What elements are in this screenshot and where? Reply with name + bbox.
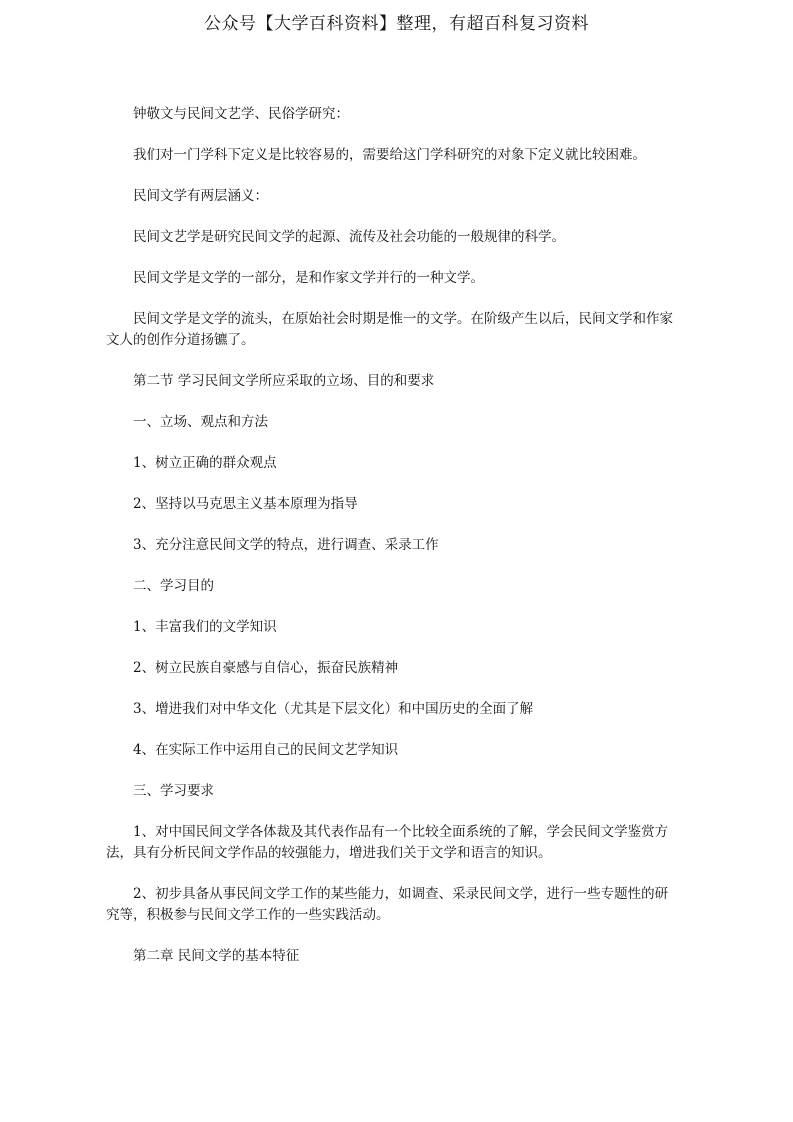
paragraph: 我们对一门学科下定义是比较容易的，需要给这门学科研究的对象下定义就比较困难。: [133, 147, 646, 163]
subsection-heading: 一、立场、观点和方法: [133, 414, 268, 430]
paragraph: 民间文学是文学的流头，在原始社会时期是惟一的文学。在阶级产生以后，民间文学和作家文人的创作分道扬镳了。: [106, 311, 673, 348]
list-item: 4、在实际工作中运用自己的民间文艺学知识: [133, 742, 399, 758]
subsection-heading: 二、学习目的: [133, 578, 214, 594]
list-item: 2、初步具备从事民间文学工作的某些能力，如调查、采录民间文学，进行一些专题性的研究等，积极参与民间文学工作的一些实践活动。: [106, 886, 669, 923]
paragraph: 民间文艺学是研究民间文学的起源、流传及社会功能的一般规律的科学。: [133, 229, 565, 245]
list-item: 1、树立正确的群众观点: [133, 455, 277, 471]
list-item: 2、坚持以马克思主义基本原理为指导: [133, 496, 358, 512]
list-item: 1、对中国民间文学各体裁及其代表作品有一个比较全面系统的了解，学会民间文学鉴赏方法，具有分析民间文学作品的较强能力，增进我们关于文学和语言的知识。: [106, 824, 669, 861]
list-item: 3、增进我们对中华文化（尤其是下层文化）和中国历史的全面了解: [133, 701, 534, 717]
list-item: 2、树立民族自豪感与自信心，振奋民族精神: [133, 660, 399, 676]
subsection-heading: 三、学习要求: [133, 783, 214, 799]
paragraph: 民间文学有两层涵义：: [133, 188, 268, 204]
chapter-heading: 第二章 民间文学的基本特征: [133, 948, 300, 964]
section-heading: 第二节 学习民间文学所应采取的立场、目的和要求: [133, 373, 435, 389]
paragraph: 民间文学是文学的一部分，是和作家文学并行的一种文学。: [133, 270, 484, 286]
document-body: [106, 104, 680, 987]
page-header: 公众号【大学百科资料】整理，有超百科复习资料: [204, 14, 589, 34]
paragraph: 钟敬文与民间文艺学、民俗学研究：: [133, 106, 349, 122]
list-item: 3、充分注意民间文学的特点，进行调查、采录工作: [133, 537, 439, 553]
list-item: 1、丰富我们的文学知识: [133, 619, 277, 635]
